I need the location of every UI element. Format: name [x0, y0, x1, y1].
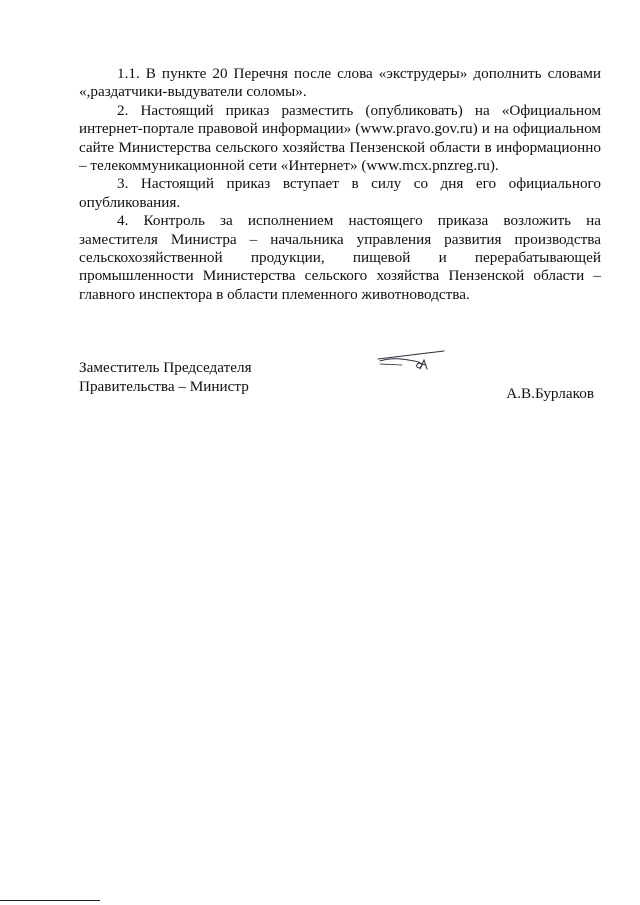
- paragraph-3: 3. Настоящий приказ вступает в силу со дня его официального опубликования.: [79, 175, 601, 211]
- signatory-position-line-1: Заместитель Председателя: [79, 359, 252, 376]
- document-body: [79, 65, 601, 304]
- signatory-position: [79, 358, 252, 396]
- paragraph-1-1: 1.1. В пункте 20 Перечня после слова «экструдеры» дополнить словами «,раздатчики-выдуватели соломы».: [79, 65, 601, 101]
- paragraph-2: 2. Настоящий приказ разместить (опубликовать) на «Официальном интернет-портале правовой информации» (www.pravo.gov.ru) и на официальном сайте Министерства сельского хозяйства Пензенской области в информационно – телекоммуникационной сети «Интернет» (www.mcx.pnzreg.ru).: [79, 101, 601, 175]
- signatory-position-line-2: Правительства – Министр: [79, 378, 249, 395]
- handwritten-signature: [374, 345, 448, 375]
- signatory-name: А.В.Бурлаков: [506, 385, 594, 402]
- page-bottom-rule: [0, 900, 100, 901]
- paragraph-4: 4. Контроль за исполнением настоящего приказа возложить на заместителя Министра – начальника управления развития производства сельскохозяйственной продукции, пищевой и перерабатывающей промышленности Министерства сельского хозяйства Пензенской области – главного инспектора в области племенного животноводства.: [79, 212, 601, 303]
